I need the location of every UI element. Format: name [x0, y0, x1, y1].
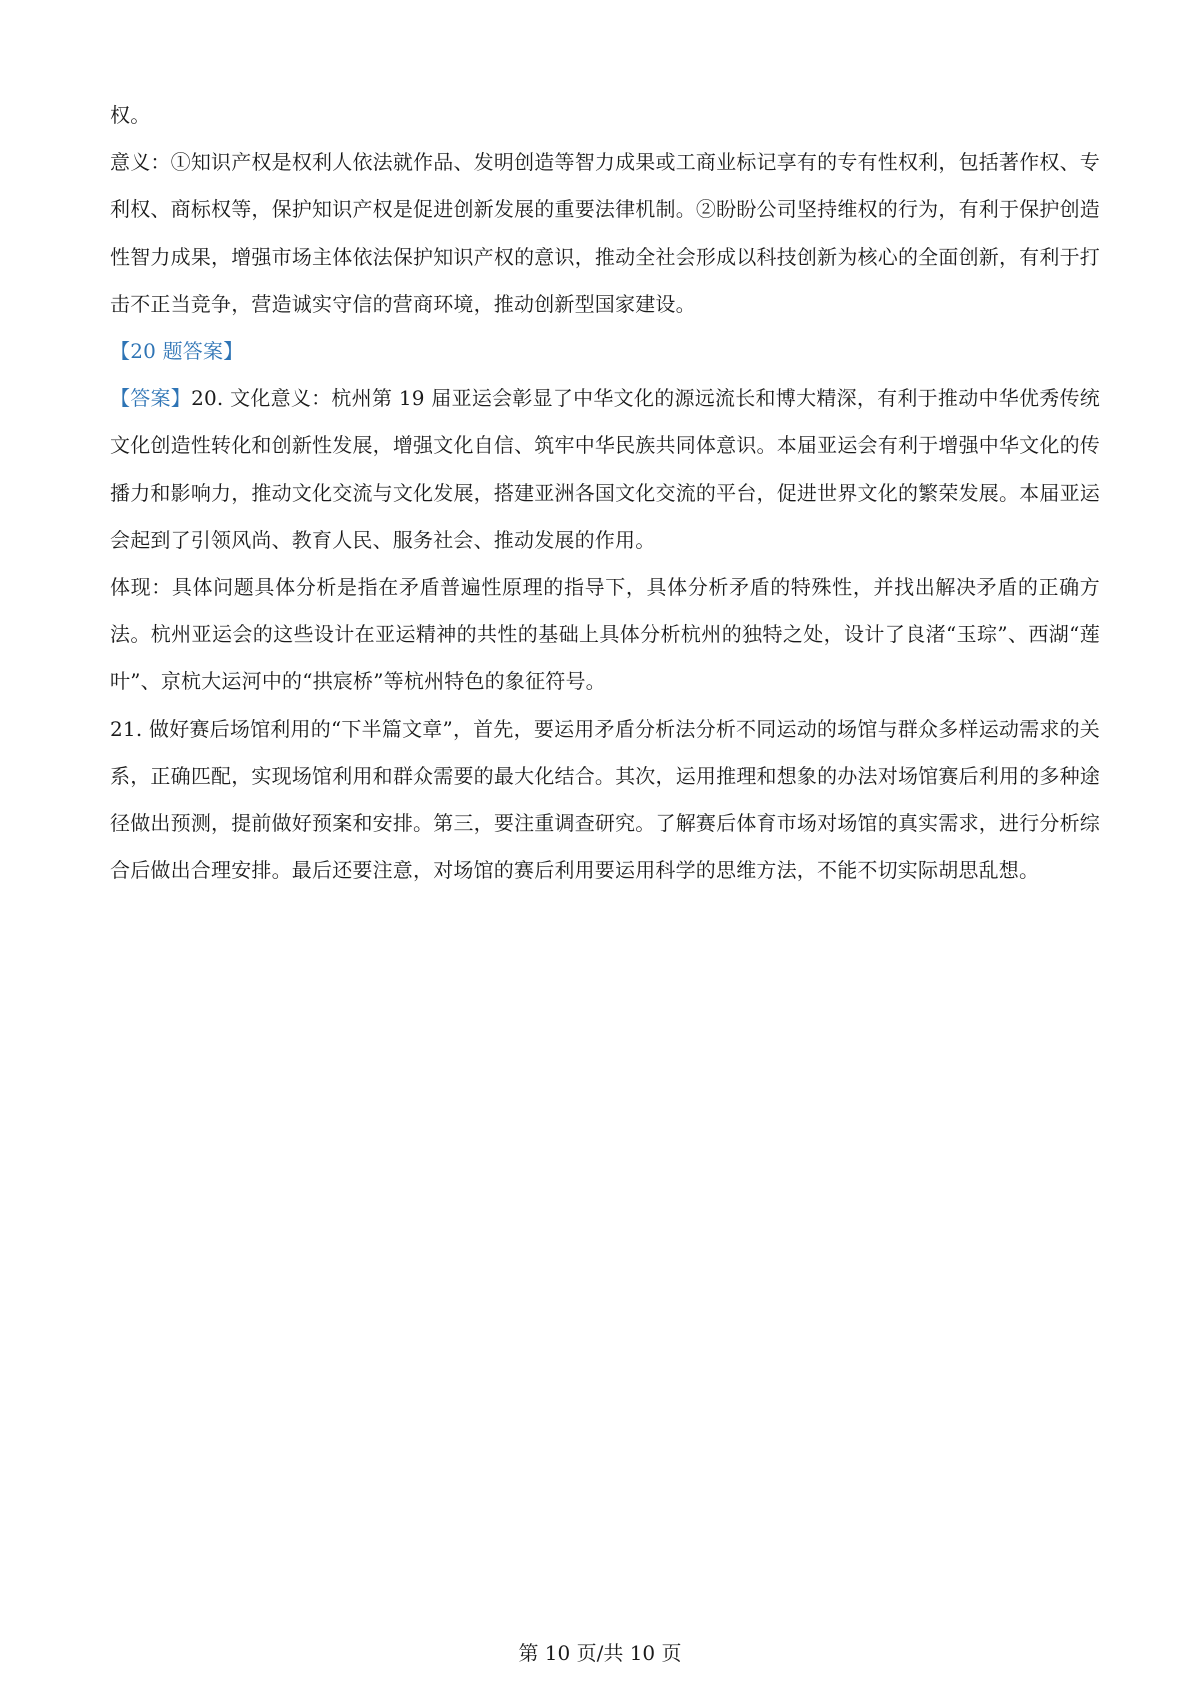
paragraph-significance: 意义：①知识产权是权利人依法就作品、发明创造等智力成果或工商业标记享有的专有性权利，包括著作权、专利权、商标权等，保护知识产权是促进创新发展的重要法律机制。②盼盼公司坚持维权的行为，有利于保护创造性智力成果，增强市场主体依法保护知识产权的意识，推动全社会形成以科技创新为核心的全面创新，有利于打击不正当竞争，营造诚实守信的营商环境，推动创新型国家建设。 — [110, 150, 1100, 316]
paragraph-embodiment: 体现：具体问题具体分析是指在矛盾普遍性原理的指导下，具体分析矛盾的特殊性，并找出解决矛盾的正确方法。杭州亚运会的这些设计在亚运精神的共性的基础上具体分析杭州的独特之处，设计了良渚“玉琮”、西湖“莲叶”、京杭大运河中的“拱宸桥”等杭州特色的象征符号。 — [110, 575, 1100, 694]
paragraph-answer-21: 21. 做好赛后场馆利用的“下半篇文章”，首先，要运用矛盾分析法分析不同运动的场馆与群众多样运动需求的关系，正确匹配，实现场馆利用和群众需要的最大化结合。其次，运用推理和想象的办法对场馆赛后利用的多种途径做出预测，提前做好预案和安排。第三，要注重调查研究。了解赛后体育市场对场馆的真实需求，进行分析综合后做出合理安排。最后还要注意，对场馆的赛后利用要运用科学的思维方法，不能不切实际胡思乱想。 — [110, 716, 1100, 883]
document-body — [110, 92, 1100, 894]
paragraph-answer-20 — [110, 375, 1100, 564]
answer-label: 【答案】 — [110, 386, 192, 411]
question-20-heading: 【20 题答案】 — [110, 339, 244, 364]
page-number: 第 10 页/共 10 页 — [518, 1641, 682, 1665]
answer-20-text: 20. 文化意义：杭州第 19 届亚运会彰显了中华文化的源远流长和博大精深，有利于推动中华优秀传统文化创造性转化和创新性发展，增强文化自信、筑牢中华民族共同体意识。本届亚运会有利于增强中华文化的传播力和影响力，推动文化交流与文化发展，搭建亚洲各国文化交流的平台，促进世界文化的繁荣发展。本届亚运会起到了引领风尚、教育人民、服务社会、推动发展的作用。 — [110, 386, 1100, 552]
paragraph-continuation: 权。 — [110, 103, 151, 127]
